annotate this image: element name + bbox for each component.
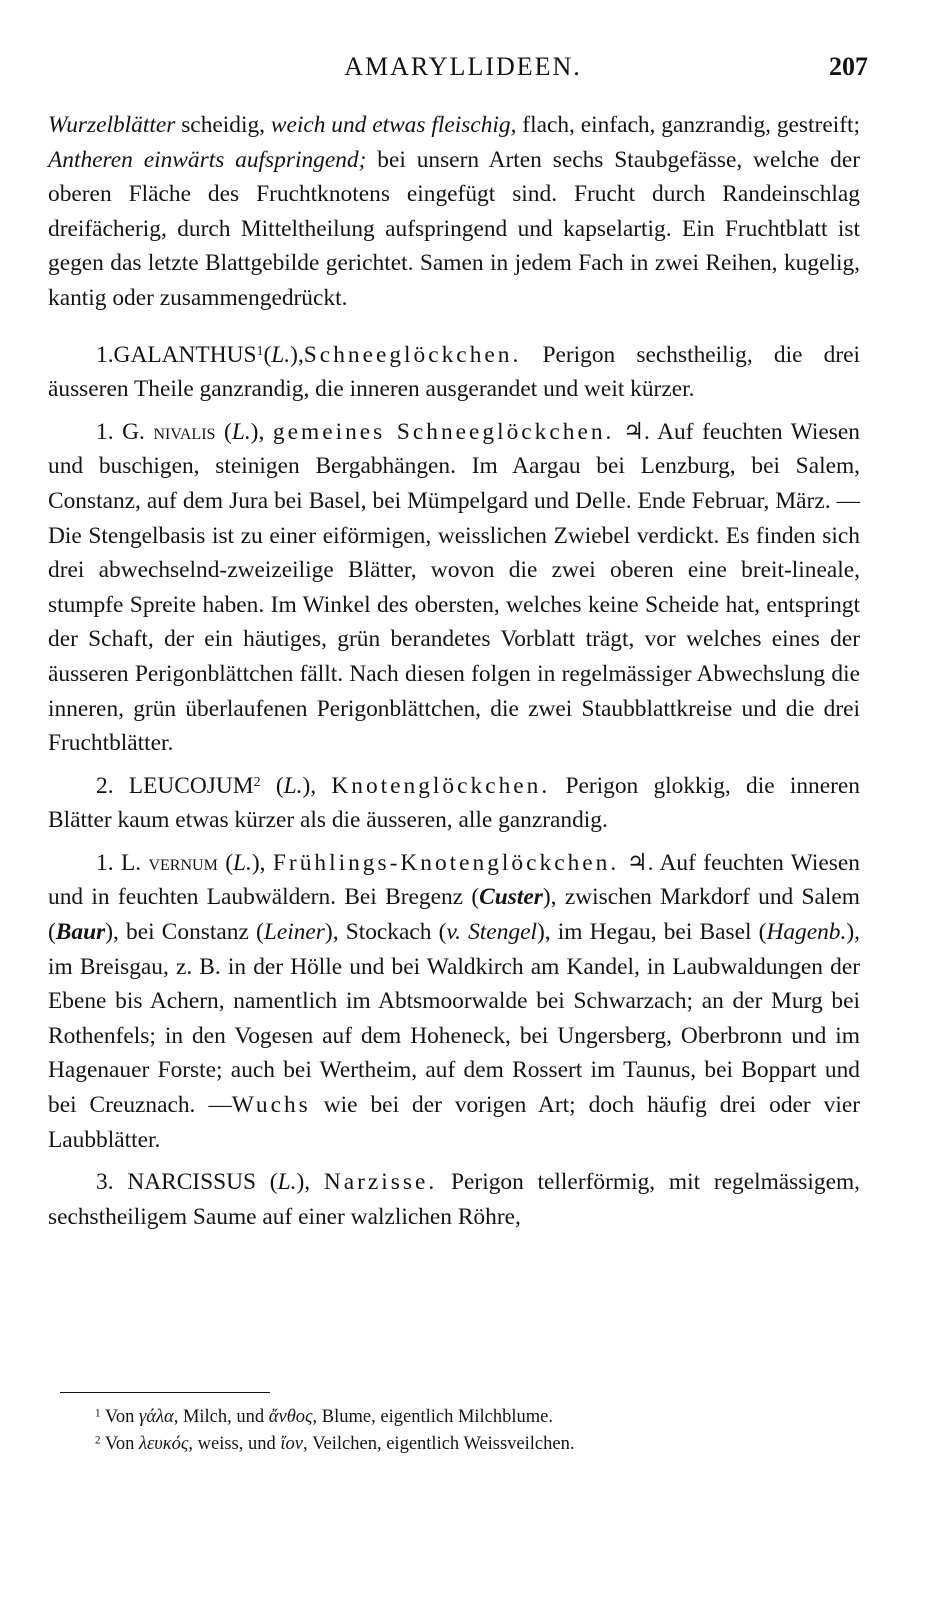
species-name: nivalis bbox=[153, 418, 216, 445]
footnote-1 bbox=[95, 1404, 815, 1431]
genus-galanthus bbox=[48, 338, 860, 407]
species-number: 1. L. bbox=[96, 849, 149, 876]
footnote-text: , Blume, eigentlich Milchblume. bbox=[312, 1407, 554, 1427]
author: L. bbox=[271, 341, 291, 368]
genus-number: 3. bbox=[96, 1169, 128, 1196]
genus-name: LEUCOJUM bbox=[128, 772, 254, 799]
paren-close: ), bbox=[290, 341, 304, 368]
species-name: vernum bbox=[148, 849, 218, 876]
collector-leiner: Leiner bbox=[263, 919, 325, 946]
genus-narcissus bbox=[48, 1165, 860, 1234]
description-part: ), bei Constanz ( bbox=[105, 919, 264, 946]
footnote-text: Von bbox=[100, 1434, 139, 1454]
greek-word: ἄνθος bbox=[268, 1407, 313, 1427]
common-name: gemeines Schneeglöckchen. bbox=[272, 418, 615, 445]
author: L. bbox=[283, 772, 303, 799]
footnote-text: , Veilchen, eigentlich Weissveilchen. bbox=[303, 1434, 575, 1454]
species-vernum bbox=[48, 846, 860, 1157]
common-name: Schneeglöckchen. bbox=[303, 341, 522, 368]
species-nivalis bbox=[48, 415, 860, 761]
description-part: ), zwischen Markdorf und Salem ( bbox=[48, 884, 861, 946]
paren-open: ( bbox=[215, 418, 232, 445]
paren-open: ( bbox=[263, 341, 272, 368]
collector-custer: Custer bbox=[479, 884, 543, 911]
common-name: Frühlings-Knotenglöckchen. bbox=[272, 849, 620, 876]
intro-text-2: flach, einfach, ganzrandig, gestreift; bbox=[516, 112, 860, 138]
page-number: 207 bbox=[829, 52, 868, 81]
genus-number: 2. bbox=[96, 772, 129, 799]
description-part: ), im Hegau, bei Basel ( bbox=[536, 919, 767, 946]
description-part: Auf feuchten Wiesen und in feuchten Laubwäldern. Bei Bregenz ( bbox=[48, 849, 860, 911]
description: Perigon tellerförmig, mit regelmässigem, sechstheiligem Saume auf einer walzlichen Röhre, bbox=[48, 1169, 860, 1230]
intro-term-wurzelblaetter: Wurzelblätter bbox=[48, 112, 176, 138]
footnote-marker: 1 bbox=[95, 1407, 101, 1420]
collector-stengel: v. Stengel bbox=[446, 919, 537, 946]
body-text bbox=[48, 108, 860, 1234]
footnote-rule bbox=[60, 1392, 270, 1393]
running-title: AMARYLLIDEEN. bbox=[344, 52, 582, 81]
perennial-symbol: ♃. bbox=[619, 849, 654, 876]
intro-term-weich: weich und etwas fleischig, bbox=[270, 112, 517, 138]
paren-open: ( bbox=[260, 772, 284, 799]
intro-text-1: scheidig, bbox=[175, 112, 271, 138]
description-part: ), Stockach ( bbox=[324, 919, 447, 946]
description: Perigon sechstheilig, die drei äusseren Theile ganzrandig, die inneren ausgerandet und weit kürzer. bbox=[48, 341, 860, 403]
common-name: Narzisse. bbox=[323, 1169, 438, 1196]
footnote-text: , Milch, und bbox=[173, 1407, 269, 1427]
genus-number: 1. bbox=[96, 341, 114, 368]
author: L. bbox=[231, 418, 251, 445]
page-header bbox=[58, 52, 868, 86]
intro-term-antheren: Antheren einwärts aufspringend; bbox=[48, 146, 367, 173]
description: Perigon glokkig, die inneren Blätter kaum etwas kürzer als die äusseren, alle ganzrandig. bbox=[48, 772, 860, 834]
paren-close: ), bbox=[250, 418, 273, 445]
collector-hagenbach: Hagenb. bbox=[766, 919, 847, 946]
intro-paragraph bbox=[48, 108, 860, 316]
description-part: wie bei der vorigen Art; doch häufig drei oder vier Laubblätter. bbox=[48, 1092, 861, 1153]
genus-name: NARCISSUS bbox=[127, 1169, 257, 1196]
description-part: ), im Breisgau, z. B. in der Hölle und bei Waldkirch am Kandel, in Laubwaldungen der Ebene bis Achern, namentlich im Abtsmoorwalde bei Schwarzach; an der Murg bei Rothenfels; in den Vogesen auf dem Hoheneck, bei Ungersberg, Oberbronn und im Hagenauer Forste; auch bei Wertheim, auf dem Rossert im Taunus, bei Boppart und bei Creuznach. — bbox=[48, 919, 860, 1119]
greek-word: γάλα bbox=[138, 1407, 174, 1427]
collector-baur: Baur bbox=[55, 919, 106, 946]
footnote-text: , weiss, und bbox=[188, 1434, 281, 1454]
author: L. bbox=[233, 849, 252, 876]
perennial-symbol: ♃. bbox=[614, 418, 650, 445]
footnote-text: Von bbox=[100, 1407, 139, 1427]
description: Auf feuchten Wiesen und buschigen, steinigen Bergabhängen. Im Aargau bei Lenzburg, bei Salem, Constanz, auf dem Jura bei Basel, bei Mümpelgard und Delle. Ende Februar, März. — Die Stengelbasis ist zu einer eiförmigen, weisslichen Zwiebel verdickt. Es finden sich drei abwechselnd-zweizeilige Blätter, wovon die zwei oberen eine breit-lineale, stumpfe Spreite haben. Im Winkel des obersten, welches keine Scheide hat, entspringt der Schaft, der ein häutiges, grün berandetes Vorblatt trägt, vor welches eines der äusseren Perigonblättchen fällt. Nach diesen folgen in regelmässiger Abwechslung die inneren, grün überlaufenen Perigonblättchen, die zwei Staubblattkreise und die drei Fruchtblätter. bbox=[48, 418, 860, 757]
footnote-ref: 1 bbox=[256, 342, 264, 359]
footnote-marker: 2 bbox=[95, 1434, 101, 1447]
species-number: 1. G. bbox=[96, 418, 154, 445]
paren-open: ( bbox=[256, 1169, 278, 1196]
author: L. bbox=[277, 1169, 297, 1196]
paren-close: ), bbox=[251, 849, 273, 876]
footnotes bbox=[95, 1404, 815, 1458]
footnote-2 bbox=[95, 1431, 815, 1458]
footnote-ref: 2 bbox=[253, 773, 261, 790]
paren-open: ( bbox=[217, 849, 233, 876]
growth-term: Wuchs bbox=[231, 1092, 311, 1119]
genus-name: GALANTHUS bbox=[113, 341, 257, 368]
paren-close: ), bbox=[296, 1169, 324, 1196]
greek-word: ἴον bbox=[280, 1434, 303, 1454]
intro-text-3: bei unsern Arten sechs Staubgefässe, welche der oberen Fläche des Fruchtknotens eingefügt sind. Frucht durch Randeinschlag dreifächerig, durch Mitteltheilung aufspringend und kapselartig. Ein Fruchtblatt ist gegen das letzte Blattgebilde gerichtet. Samen in jedem Fach in zwei Reihen, kugelig, kantig oder zusammengedrückt. bbox=[48, 146, 861, 311]
common-name: Knotenglöckchen. bbox=[331, 772, 551, 799]
paren-close: ), bbox=[302, 772, 332, 799]
genus-leucojum bbox=[48, 769, 860, 838]
greek-word: λευκός bbox=[138, 1434, 189, 1454]
